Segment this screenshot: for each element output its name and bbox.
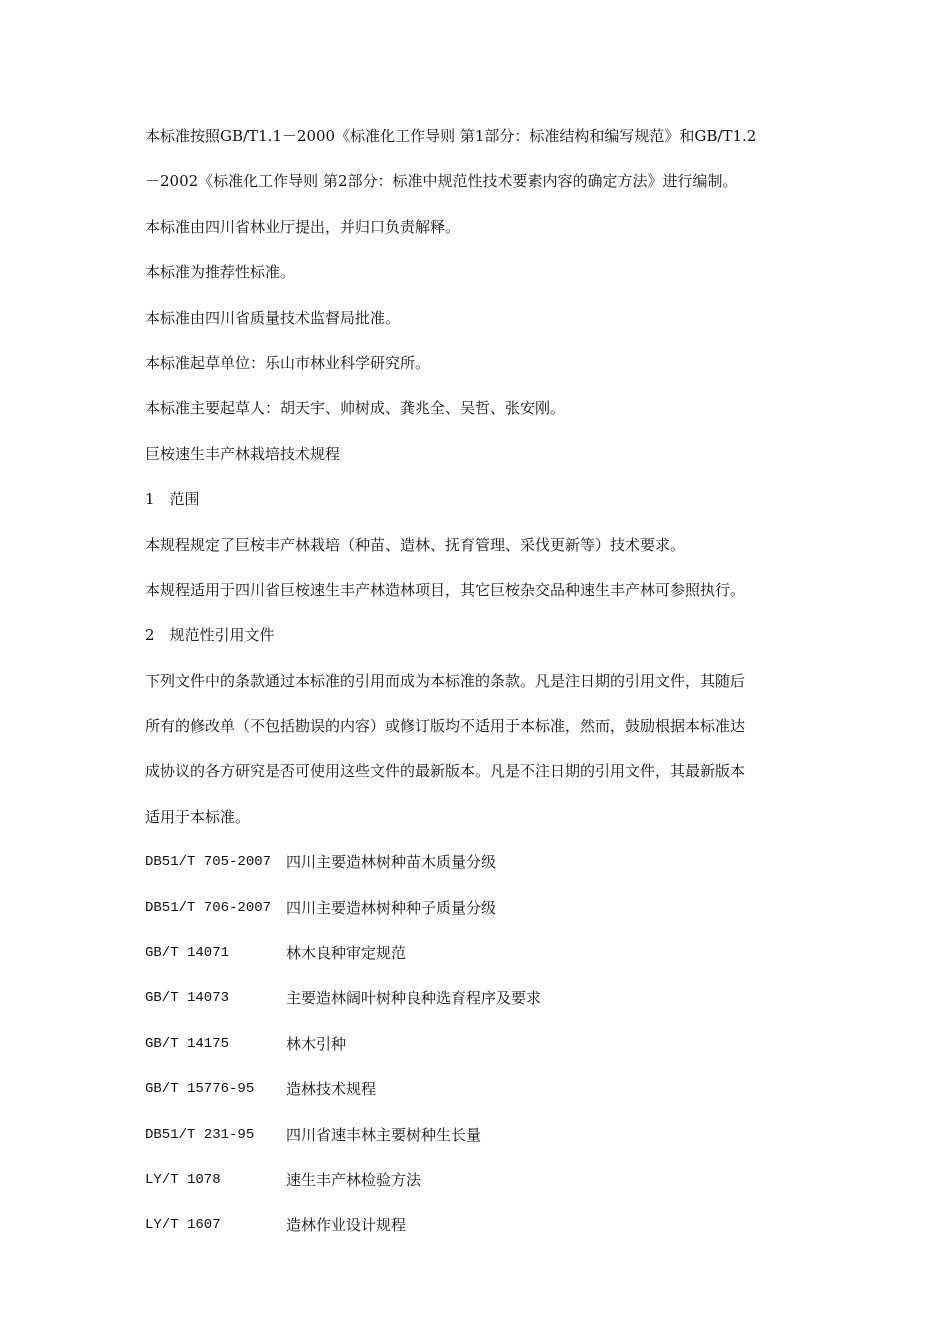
reference-item xyxy=(145,940,825,985)
reference-item xyxy=(145,1076,825,1121)
reference-title: 造林技术规程 xyxy=(286,1080,377,1099)
paragraph-line: 适用于本标准。 xyxy=(145,807,251,826)
document-title: 巨桉速生丰产林栽培技术规程 xyxy=(145,444,341,463)
reference-code: DB51/T 231-95 xyxy=(145,1126,255,1143)
reference-item xyxy=(145,1122,825,1167)
reference-code: LY/T 1607 xyxy=(145,1217,221,1234)
reference-code: DB51/T 705-2007 xyxy=(145,854,272,871)
reference-code: GB/T 14071 xyxy=(145,945,230,962)
reference-item xyxy=(145,1212,825,1257)
paragraph-line: 本标准主要起草人：胡天宇、帅树成、龚兆全、吴哲、张安刚。 xyxy=(145,399,566,418)
reference-title: 四川主要造林树种种子质量分级 xyxy=(286,898,497,917)
paragraph-line: 所有的修改单（不包括勘误的内容）或修订版均不适用于本标准，然而，鼓励根据本标准达 xyxy=(145,717,746,736)
paragraph-line: 本标准起草单位：乐山市林业科学研究所。 xyxy=(145,353,431,372)
paragraph-line: 本标准按照GB/T1.1－2000《标准化工作导则 第1部分：标准结构和编写规范》和GB/T1.2 xyxy=(145,127,757,145)
reference-item xyxy=(145,1167,825,1212)
reference-item xyxy=(145,985,825,1030)
reference-title: 四川主要造林树种苗木质量分级 xyxy=(286,853,497,872)
paragraph-line: 下列文件中的条款通过本标准的引用而成为本标准的条款。凡是注日期的引用文件，其随后 xyxy=(145,671,746,690)
paragraph-line: 成协议的各方研究是否可使用这些文件的最新版本。凡是不注日期的引用文件，其最新版本 xyxy=(145,762,746,781)
paragraph-line: 本标准由四川省质量技术监督局批准。 xyxy=(145,308,401,327)
reference-title: 速生丰产林检验方法 xyxy=(286,1170,422,1189)
paragraph-line: －2002《标准化工作导则 第2部分：标准中规范性技术要素内容的确定方法》进行编制。 xyxy=(145,172,738,191)
paragraph-line: 本规程适用于四川省巨桉速生丰产林造林项目，其它巨桉杂交品种速生丰产林可参照执行。 xyxy=(145,580,746,599)
reference-code: DB51/T 706-2007 xyxy=(145,899,272,916)
reference-code: GB/T 14073 xyxy=(145,990,230,1007)
reference-title: 造林作业设计规程 xyxy=(286,1216,407,1235)
paragraph-line: 本标准由四川省林业厅提出，并归口负责解释。 xyxy=(145,217,461,236)
reference-item xyxy=(145,895,825,940)
paragraph-line: 本标准为推荐性标准。 xyxy=(145,263,296,282)
reference-title: 主要造林阔叶树种良种选育程序及要求 xyxy=(286,989,542,1008)
reference-title: 林木良种审定规范 xyxy=(286,944,407,963)
reference-code: GB/T 14175 xyxy=(145,1035,230,1052)
reference-title: 林木引种 xyxy=(286,1034,347,1053)
reference-code: LY/T 1078 xyxy=(145,1171,221,1188)
reference-item xyxy=(145,849,825,894)
reference-item xyxy=(145,1031,825,1076)
document-page xyxy=(145,123,825,1258)
reference-code: GB/T 15776-95 xyxy=(145,1081,255,1098)
paragraph-line: 本规程规定了巨桉丰产林栽培（种苗、造林、抚育管理、采伐更新等）技术要求。 xyxy=(145,535,686,554)
section-heading: 1 范围 xyxy=(145,490,200,509)
section-heading: 2 规范性引用文件 xyxy=(145,626,275,645)
reference-title: 四川省速丰林主要树种生长量 xyxy=(286,1125,482,1144)
